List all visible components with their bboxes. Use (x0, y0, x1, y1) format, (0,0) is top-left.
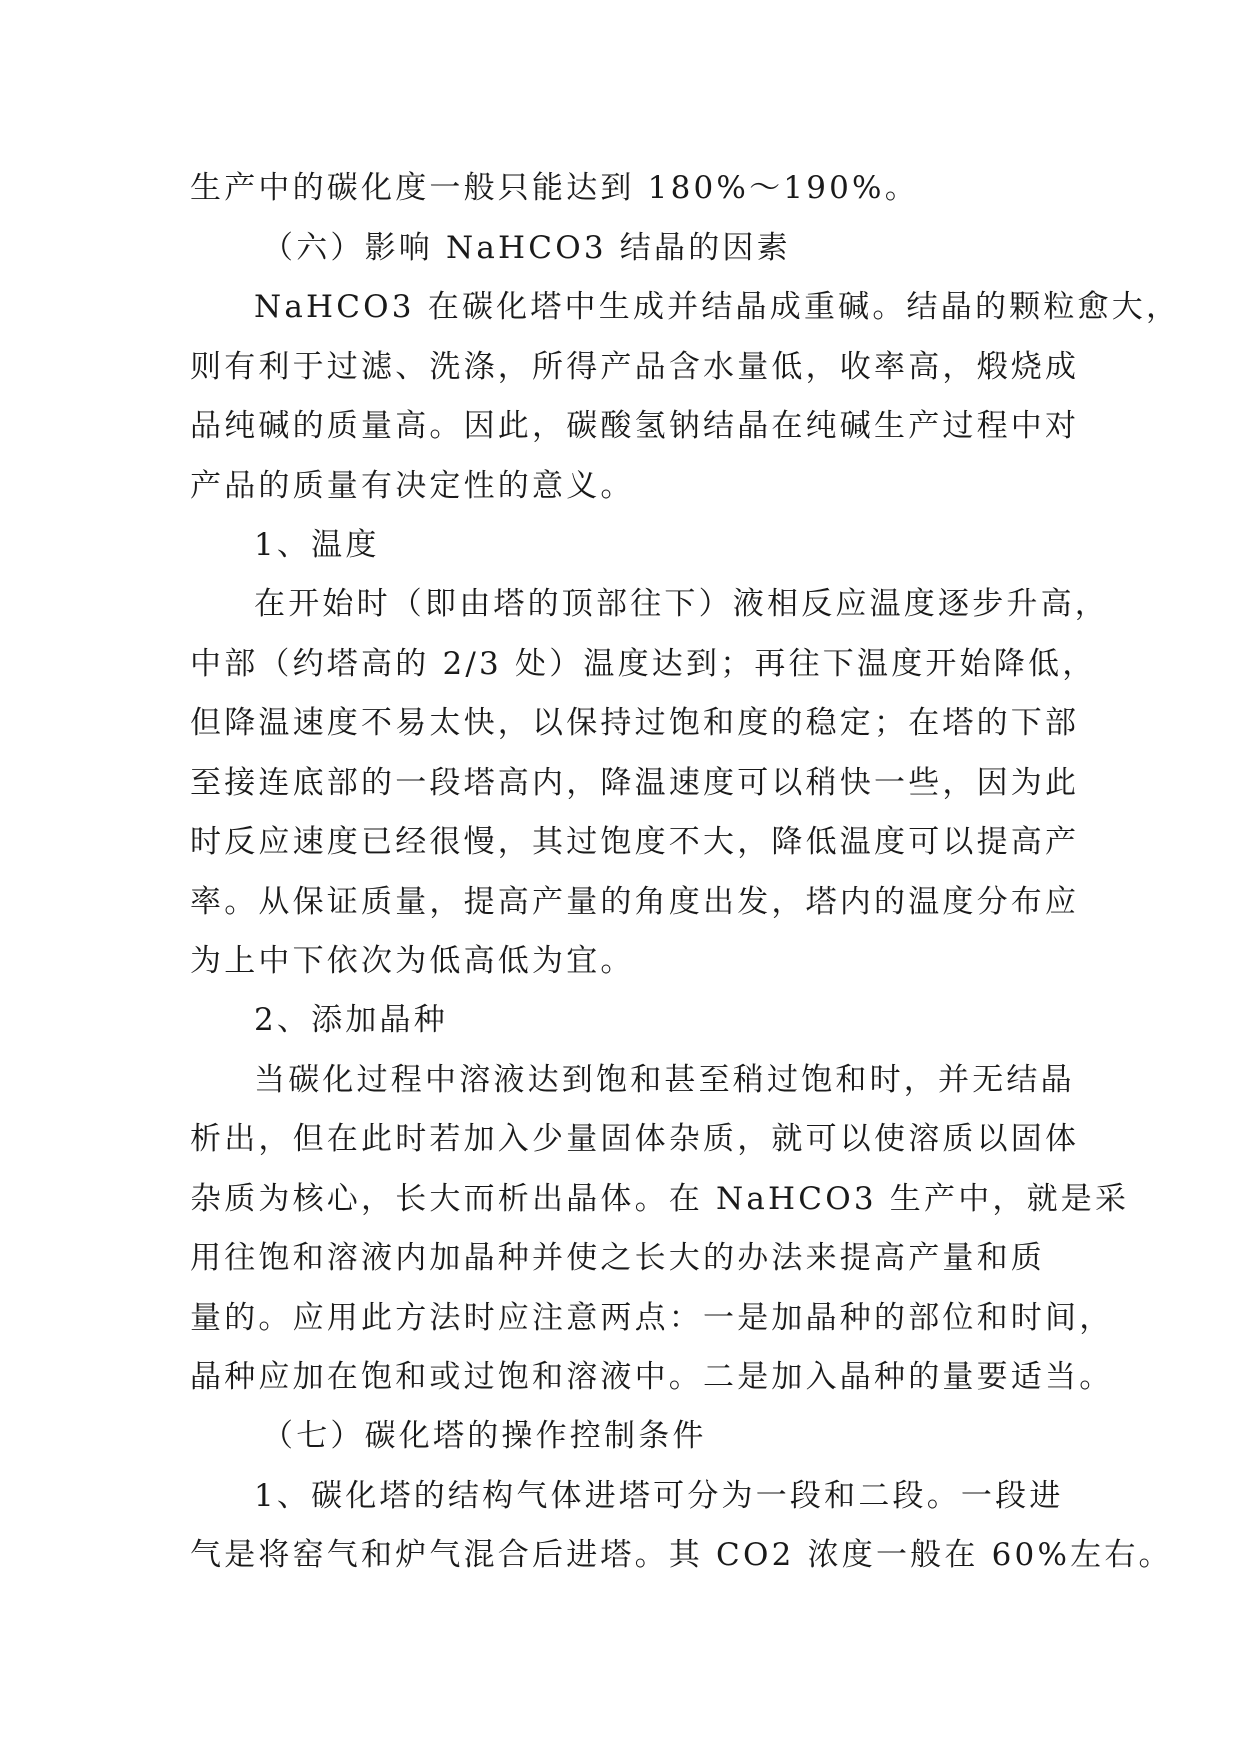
subsection-heading: 2、添加晶种 (254, 1002, 448, 1038)
body-text-line: 杂质为核心，长大而析出晶体。在 NaHCO3 生产中，就是采 (190, 1181, 1130, 1217)
subsection-heading: 1、温度 (254, 527, 380, 563)
body-text-line: 为上中下依次为低高低为宜。 (190, 943, 635, 979)
body-text-line: 产品的质量有决定性的意义。 (190, 468, 635, 504)
body-text-line: 生产中的碳化度一般只能达到 180%～190%。 (190, 170, 919, 206)
body-text-line: 析出，但在此时若加入少量固体杂质，就可以使溶质以固体 (190, 1121, 1080, 1157)
body-text-line: 中部（约塔高的 2/3 处）温度达到；再往下温度开始降低， (190, 646, 1097, 682)
body-text-line: 在开始时（即由塔的顶部往下）液相反应温度逐步升高， (254, 586, 1109, 622)
body-text-line: 当碳化过程中溶液达到饱和甚至稍过饱和时，并无结晶 (254, 1062, 1075, 1098)
body-text-line: 率。从保证质量，提高产量的角度出发，塔内的温度分布应 (190, 884, 1080, 920)
body-text-line: 气是将窑气和炉气混合后进塔。其 CO2 浓度一般在 60%左右。 (190, 1537, 1173, 1573)
body-text-line: 晶种应加在饱和或过饱和溶液中。二是加入晶种的量要适当。 (190, 1359, 1114, 1395)
body-text-line: NaHCO3 在碳化塔中生成并结晶成重碱。结晶的颗粒愈大， (254, 289, 1181, 325)
body-text-line: 用往饱和溶液内加晶种并使之长大的办法来提高产量和质 (190, 1240, 1045, 1276)
body-text-line: 至接连底部的一段塔高内，降温速度可以稍快一些，因为此 (190, 765, 1080, 801)
body-text-line: 品纯碱的质量高。因此，碳酸氢钠结晶在纯碱生产过程中对 (190, 408, 1080, 444)
body-text-line: 则有利于过滤、洗涤，所得产品含水量低，收率高，煅烧成 (190, 349, 1080, 385)
body-text-line: 时反应速度已经很慢，其过饱度不大，降低温度可以提高产 (190, 824, 1080, 860)
section-heading: （六）影响 NaHCO3 结晶的因素 (262, 230, 791, 266)
body-text-line: 但降温速度不易太快，以保持过饱和度的稳定；在塔的下部 (190, 705, 1080, 741)
section-heading: （七）碳化塔的操作控制条件 (262, 1418, 707, 1454)
body-text-line: 量的。应用此方法时应注意两点：一是加晶种的部位和时间， (190, 1300, 1114, 1336)
body-text-line: 1、碳化塔的结构气体进塔可分为一段和二段。一段进 (254, 1478, 1064, 1514)
